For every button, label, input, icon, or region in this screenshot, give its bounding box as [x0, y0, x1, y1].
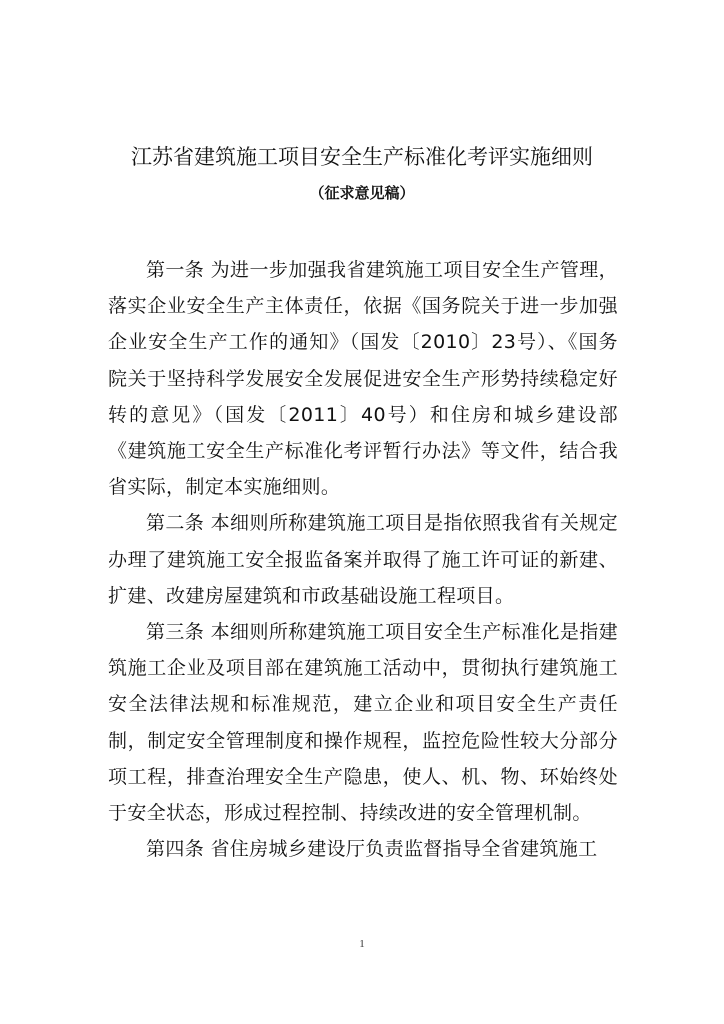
document-title: 江苏省建筑施工项目安全生产标准化考评实施细则: [131, 145, 593, 169]
article-2-paragraph: [108, 505, 618, 614]
page-number: 1: [359, 938, 365, 950]
article-3-paragraph: [108, 614, 618, 831]
article-4-text: 省住房城乡建设厅负责监督指导全省建筑施工: [210, 838, 598, 861]
article-3-label: 第三条: [146, 621, 205, 644]
article-4-paragraph: [108, 831, 618, 867]
article-1-label: 第一条: [146, 259, 205, 281]
document-subtitle: （征求意见稿）: [309, 184, 415, 202]
article-4-label: 第四条: [146, 838, 205, 861]
article-2-text: 本细则所称建筑施工项目是指依照我省有关规定办理了建筑施工安全报监备案并取得了施工许可证的新建、扩建、改建房屋建筑和市政基础设施工程项目。: [108, 512, 618, 607]
article-1-text: 为进一步加强我省建筑施工项目安全生产管理，落实企业安全生产主体责任，依据《国务院关于进一步加强企业安全生产工作的通知》（国发〔2010〕23号）、《国务院关于坚持科学发展安全发展促进安全生产形势持续稳定好转的意见》（国发〔2011〕40号）和住房和城乡建设部《建筑施工安全生产标准化考评暂行办法》等文件，结合我省实际，制定本实施细则。: [108, 259, 618, 499]
document-body: [108, 252, 618, 867]
article-1-paragraph: [108, 252, 618, 505]
article-3-text: 本细则所称建筑施工项目安全生产标准化是指建筑施工企业及项目部在建筑施工活动中，贯彻执行建筑施工安全法律法规和标准规范，建立企业和项目安全生产责任制，制定安全管理制度和操作规程，监控危险性较大分部分项工程，排查治理安全生产隐患，使人、机、物、环始终处于安全状态，形成过程控制、持续改进的安全管理机制。: [108, 621, 618, 825]
article-2-label: 第二条: [146, 512, 205, 535]
